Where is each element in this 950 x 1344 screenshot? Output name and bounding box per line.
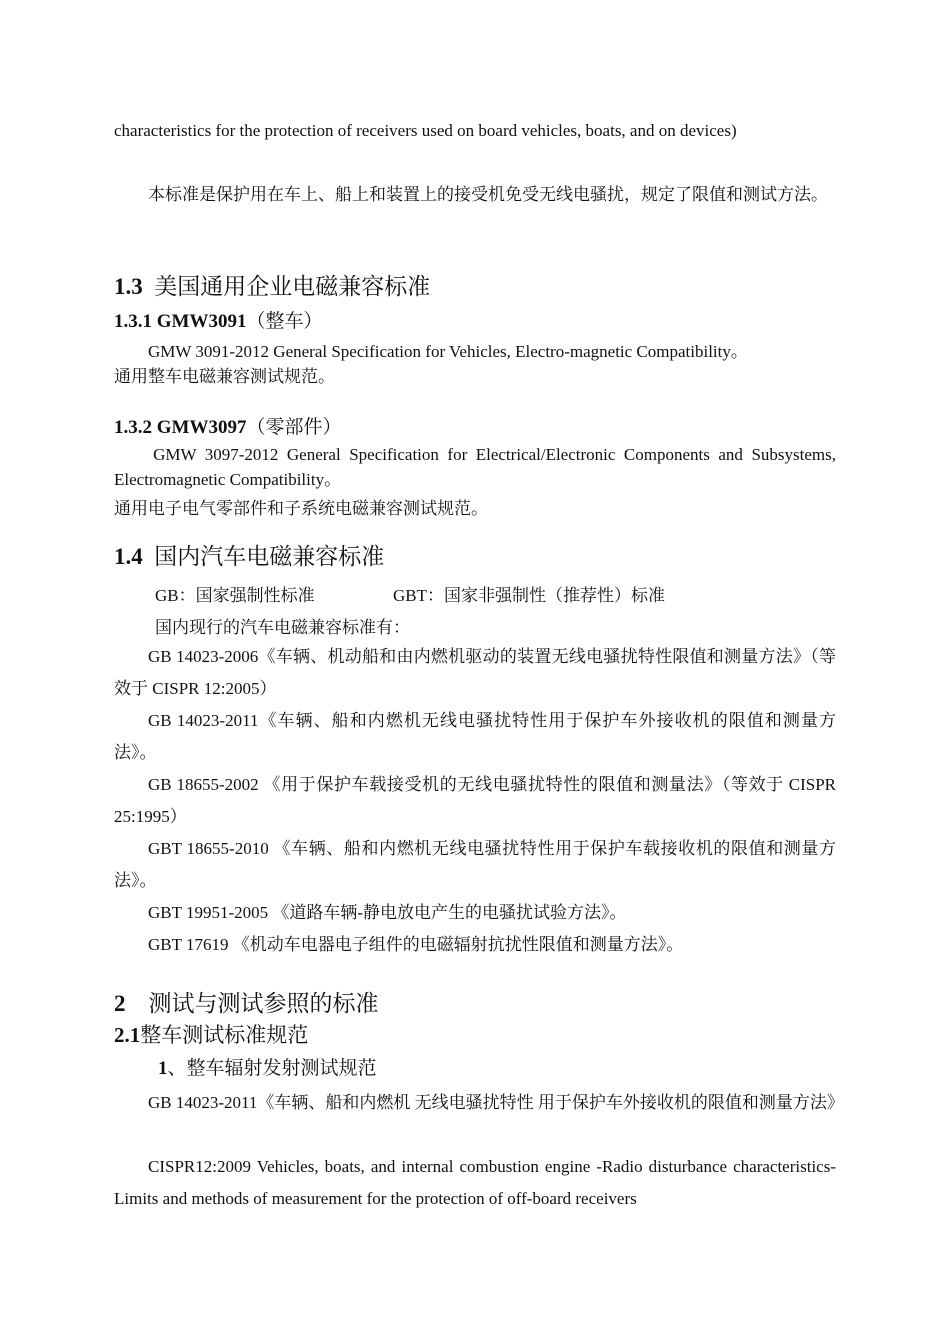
standard-item: GB 18655-2002 《用于保护车载接受机的无线电骚扰特性的限值和测量法》（等效于 CISPR 25:1995）	[114, 775, 836, 826]
heading-1-3-1	[114, 306, 322, 333]
heading-2-1-1	[158, 1053, 377, 1080]
gmw3097-title-zh: 通用电子电气零部件和子系统电磁兼容测试规范。	[114, 499, 488, 518]
heading-number: 1.3.2 GMW3097	[114, 417, 247, 438]
gb-definition: GB：国家强制性标准	[155, 586, 315, 605]
heading-title: 国内汽车电磁兼容标准	[154, 544, 385, 569]
heading-number: 1	[158, 1058, 168, 1079]
heading-title: （整车）	[246, 311, 323, 332]
heading-title: （零部件）	[246, 417, 342, 438]
heading-number: 2	[114, 991, 126, 1016]
paragraph-cispr12: CISPR12:2009 Vehicles, boats, and internal combustion engine -Radio disturbance characteristics-Limits and methods of measurement for the protection of off-board receivers	[114, 1157, 836, 1208]
heading-title: 、整车辐射发射测试规范	[167, 1058, 377, 1079]
heading-number: 1.4	[114, 544, 143, 569]
paragraph-gb14023: GB 14023-2011《车辆、船和内燃机 无线电骚扰特性 用于保护车外接收机的限值和测量方法》	[148, 1093, 844, 1112]
heading-number: 1.3.1 GMW3091	[114, 311, 247, 332]
heading-title: 测试与测试参照的标准	[148, 991, 379, 1016]
standard-item: GBT 19951-2005 《道路车辆-静电放电产生的电骚扰试验方法》。	[148, 903, 627, 922]
gmw3091-title-en: GMW 3091-2012 General Specification for Vehicles, Electro-magnetic Compatibility。	[148, 342, 748, 361]
heading-number: 2.1	[114, 1023, 141, 1047]
gmw3091-title-zh: 通用整车电磁兼容测试规范。	[114, 367, 335, 386]
heading-number: 1.3	[114, 274, 143, 299]
heading-2-1	[114, 1019, 308, 1049]
heading-title: 整车测试标准规范	[140, 1023, 309, 1047]
heading-title: 美国通用企业电磁兼容标准	[154, 274, 431, 299]
standard-item: GBT 18655-2010 《车辆、船和内燃机无线电骚扰特性用于保护车载接收机的限值和测量方法》。	[114, 839, 836, 890]
standard-item: GB 14023-2011《车辆、船和内燃机无线电骚扰特性用于保护车外接收机的限值和测量方法》。	[114, 711, 836, 762]
heading-1-3-2	[114, 412, 341, 439]
paragraph-continued-en: characteristics for the protection of receivers used on board vehicles, boats, and on devices)	[114, 121, 737, 140]
heading-1-4	[114, 538, 384, 571]
standard-item: GBT 17619 《机动车电器电子组件的电磁辐射抗扰性限值和测量方法》。	[148, 935, 684, 954]
standards-intro: 国内现行的汽车电磁兼容标准有：	[155, 618, 410, 637]
heading-2	[114, 985, 379, 1018]
gmw3097-title-en: GMW 3097-2012 General Specification for Electrical/Electronic Components and Subsystems, Electromagnetic Compatibility。	[114, 445, 836, 489]
gbt-definition: GBT：国家非强制性（推荐性）标准	[393, 586, 665, 605]
heading-1-3	[114, 268, 430, 301]
standard-item: GB 14023-2006《车辆、机动船和由内燃机驱动的装置无线电骚扰特性限值和测量方法》（等效于 CISPR 12:2005）	[114, 647, 836, 698]
paragraph-continued-zh: 本标准是保护用在车上、船上和装置上的接受机免受无线电骚扰，规定了限值和测试方法。	[148, 185, 828, 204]
